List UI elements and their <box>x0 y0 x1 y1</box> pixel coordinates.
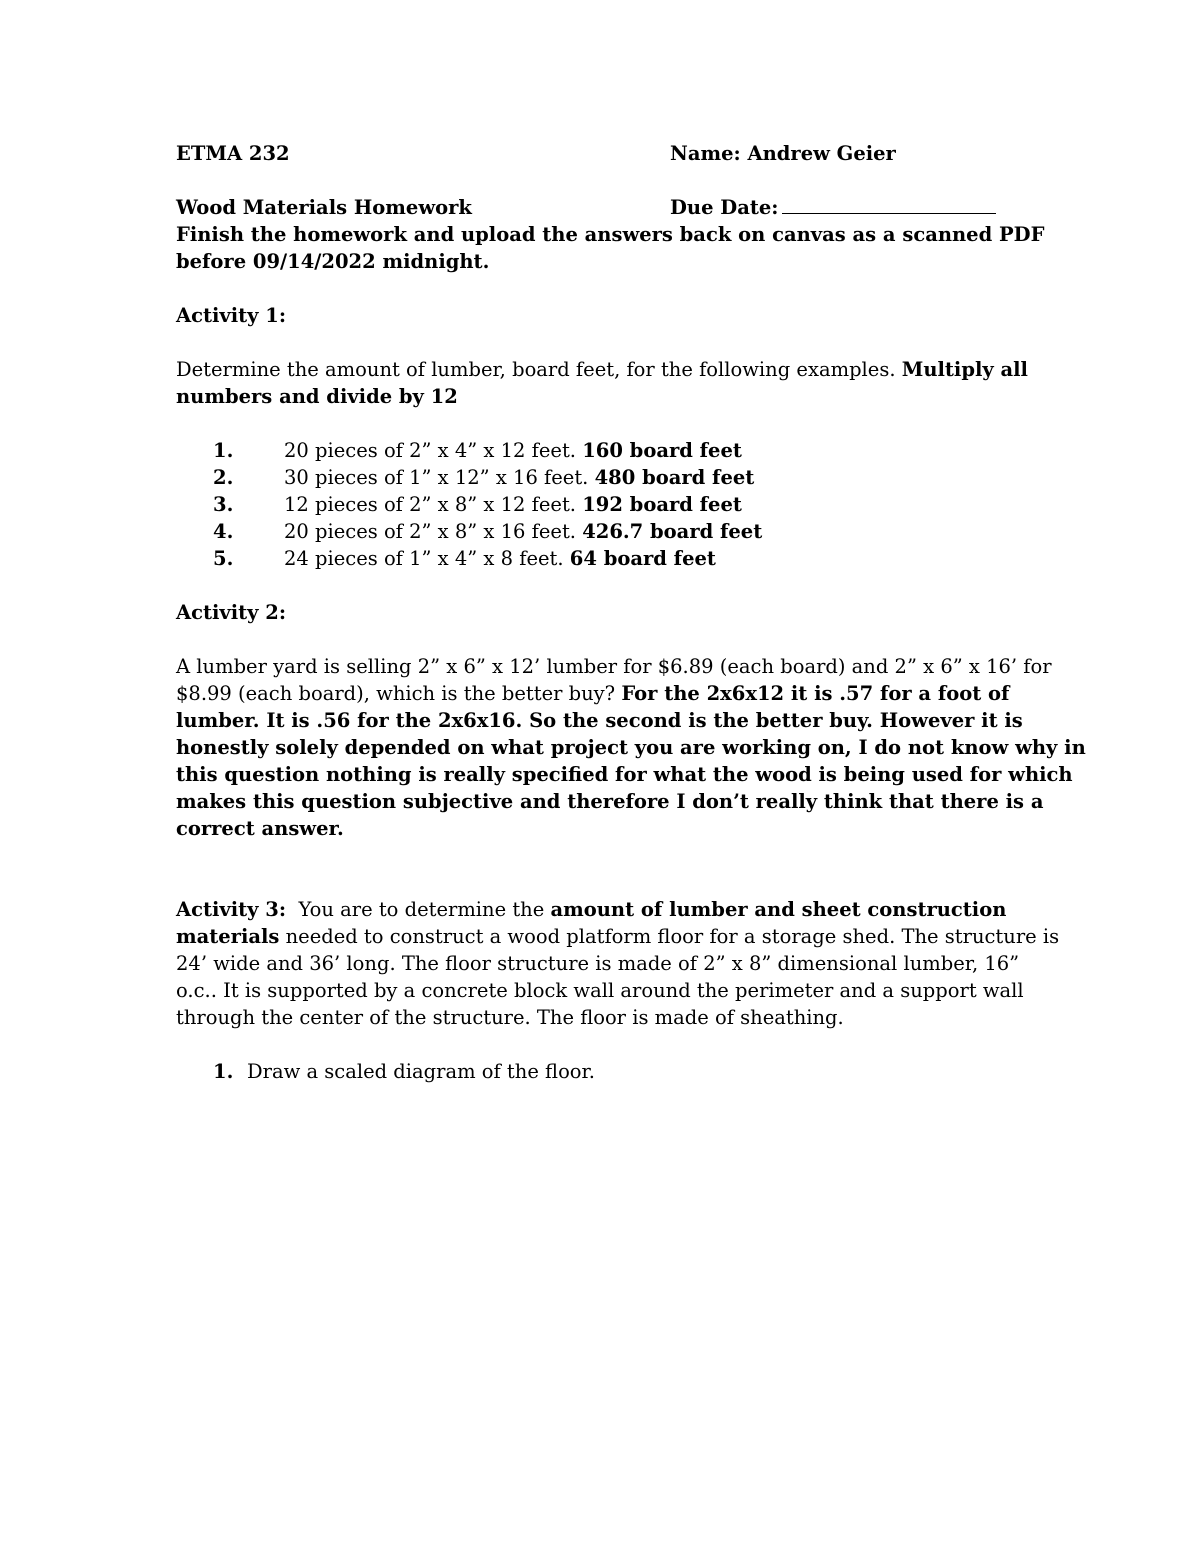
activity1-prompt-line-1 <box>176 356 1036 383</box>
activity3-line-4: o.c.. It is supported by a concrete block wall around the perimeter and a support wall <box>176 979 1024 1002</box>
header-row-1 <box>176 140 1036 167</box>
student-name: Name: Andrew Geier <box>670 142 896 165</box>
activity1-list <box>176 437 1036 572</box>
instructions-line-1: Finish the homework and upload the answers back on canvas as a scanned PDF <box>176 223 1045 246</box>
spacer <box>176 1031 1036 1058</box>
spacer <box>176 842 1036 896</box>
list-item-text <box>284 437 742 464</box>
activity3-text: You are to determine the <box>286 898 551 921</box>
spacer <box>176 329 1036 356</box>
activity3-text: needed to construct a wood platform floor for a storage shed. The structure is <box>279 925 1060 948</box>
question-text: 24 pieces of 1” x 4” x 8 feet. <box>284 547 570 570</box>
question-text: 20 pieces of 2” x 8” x 16 feet. <box>284 520 583 543</box>
list-item <box>176 518 1036 545</box>
list-item <box>176 464 1036 491</box>
activity3-line-1 <box>176 896 1036 923</box>
list-item-number: 2. <box>213 466 234 489</box>
question-text: 20 pieces of 2” x 4” x 12 feet. <box>284 439 583 462</box>
activity2-line-1: A lumber yard is selling 2” x 6” x 12’ lumber for $6.89 (each board) and 2” x 6” x 16’ for <box>176 655 1052 678</box>
list-item-text <box>284 518 762 545</box>
activity2-line-6: makes this question subjective and therefore I don’t really think that there is a <box>176 790 1044 813</box>
list-item-text <box>284 545 716 572</box>
homework-body <box>176 140 1086 1085</box>
spacer <box>176 410 1036 437</box>
list-item <box>176 545 1036 572</box>
activity2-line-5: this question nothing is really specified for what the wood is being used for which <box>176 763 1073 786</box>
answer-text: 480 board feet <box>594 466 755 489</box>
list-item <box>176 437 1036 464</box>
list-item-number: 1. <box>213 439 234 462</box>
spacer <box>176 167 1036 194</box>
answer-text: 192 board feet <box>582 493 742 516</box>
assignment-title: Wood Materials Homework <box>176 196 472 219</box>
activity3-line-5: through the center of the structure. The floor is made of sheathing. <box>176 1006 844 1029</box>
answer-text: 64 board feet <box>569 547 716 570</box>
due-date-label: Due Date: <box>670 196 779 219</box>
activity1-prompt-bold: Multiply all <box>901 358 1028 381</box>
due-date-blank <box>782 195 996 214</box>
activity1-prompt-line-2: numbers and divide by 12 <box>176 385 458 408</box>
activity2-line-2 <box>176 680 1036 707</box>
list-item-number: 3. <box>213 493 234 516</box>
list-item <box>176 491 1036 518</box>
step-number: 1. <box>213 1060 234 1083</box>
due-date <box>670 194 996 221</box>
instructions-line-2: before 09/14/2022 midnight. <box>176 250 490 273</box>
activity2-question-text: $8.99 (each board), which is the better buy? <box>176 682 622 705</box>
activity1-prompt-text: Determine the amount of lumber, board feet, for the following examples. <box>176 358 902 381</box>
activity2-answer-start: For the 2x6x12 it is .57 for a foot of <box>621 682 1010 705</box>
activity3-bold: amount of lumber and sheet construction <box>550 898 1007 921</box>
question-text: 30 pieces of 1” x 12” x 16 feet. <box>284 466 595 489</box>
list-item-number: 5. <box>213 547 234 570</box>
activity3-heading: Activity 3: <box>176 898 287 921</box>
course-code: ETMA 232 <box>176 142 290 165</box>
answer-text: 426.7 board feet <box>582 520 763 543</box>
spacer <box>176 626 1036 653</box>
step-text: Draw a scaled diagram of the floor. <box>247 1060 595 1083</box>
list-item-text <box>284 464 754 491</box>
header-row-2 <box>176 194 1036 221</box>
list-item-text <box>284 491 742 518</box>
answer-text: 160 board feet <box>582 439 742 462</box>
activity2-line-7: correct answer. <box>176 817 344 840</box>
activity3-line-2 <box>176 923 1060 950</box>
activity1-heading: Activity 1: <box>176 304 287 327</box>
activity2-line-3: lumber. It is .56 for the 2x6x16. So the second is the better buy. However it is <box>176 709 1023 732</box>
spacer <box>176 275 1036 302</box>
activity2-line-4: honestly solely depended on what project you are working on, I do not know why in <box>176 736 1086 759</box>
activity3-bold: materials <box>176 925 280 948</box>
activity3-step <box>176 1058 1036 1085</box>
list-item-number: 4. <box>213 520 234 543</box>
spacer <box>176 572 1036 599</box>
question-text: 12 pieces of 2” x 8” x 12 feet. <box>284 493 583 516</box>
activity2-heading: Activity 2: <box>176 601 287 624</box>
activity3-line-3: 24’ wide and 36’ long. The floor structure is made of 2” x 8” dimensional lumber, 16” <box>176 952 1020 975</box>
